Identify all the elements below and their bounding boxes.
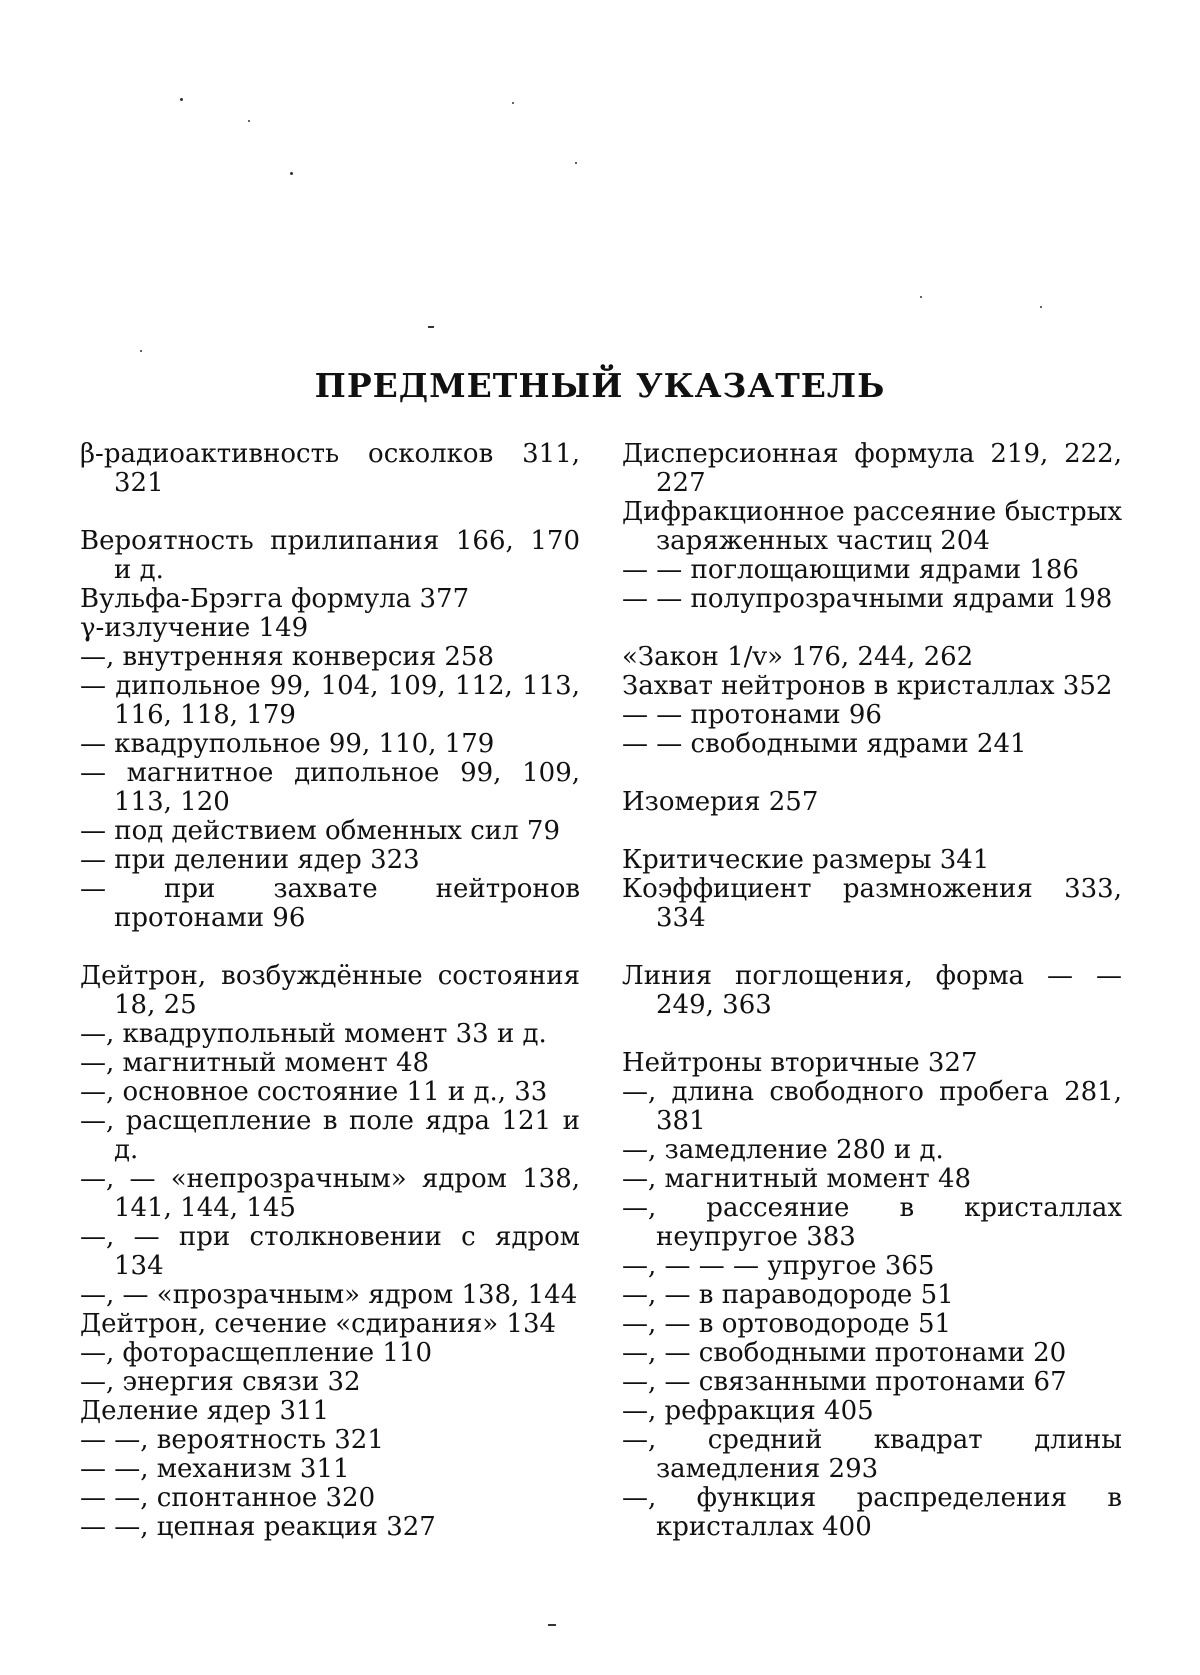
index-entry: Дисперсионная формула 219, 222, 227 (622, 439, 1122, 498)
scan-speck (428, 326, 434, 328)
index-entry: — под действием обменных сил 79 (80, 816, 560, 846)
scan-speck (512, 102, 514, 104)
page-title: ПРЕДМЕТНЫЙ УКАЗАТЕЛЬ (314, 366, 886, 405)
index-entry: —, магнитный момент 48 (80, 1048, 430, 1078)
index-entry: —, фоторасщепление 110 (80, 1338, 433, 1368)
index-entry: —, рассеяние в кристаллах неупругое 383 (622, 1193, 1122, 1252)
index-entry: —, — «непрозрачным» ядром 138, 141, 144, 145 (80, 1164, 580, 1223)
scan-speck (1040, 306, 1042, 308)
scan-speck (140, 350, 142, 352)
index-entry: —, — — — упругое 365 (622, 1251, 935, 1281)
index-entry: —, длина свободного пробега 281, 381 (622, 1077, 1122, 1136)
index-entry: —, — в параводороде 51 (622, 1280, 954, 1310)
index-entry: Вульфа-Брэгга формула 377 (80, 584, 470, 614)
index-entry: Дейтрон, возбуждённые состояния 18, 25 (80, 961, 580, 1020)
index-column-right (622, 440, 1122, 1542)
index-entry: Коэффициент размножения 333, 334 (622, 874, 1122, 933)
index-entry: Деление ядер 311 (80, 1396, 330, 1426)
index-entry: —, функция распределения в кристаллах 400 (622, 1483, 1122, 1542)
index-column-left (80, 440, 580, 1542)
index-entry: —, — связанными протонами 67 (622, 1367, 1067, 1397)
index-entry: Линия поглощения, форма — — 249, 363 (622, 961, 1122, 1020)
index-entry: — дипольное 99, 104, 109, 112, 113, 116, 118, 179 (80, 671, 580, 730)
index-entry: —, основное состояние 11 и д., 33 (80, 1077, 548, 1107)
index-entry: Изомерия 257 (622, 787, 819, 817)
index-entry: Нейтроны вторичные 327 (622, 1048, 978, 1078)
index-entry: — — поглощающими ядрами 186 (622, 555, 1079, 585)
index-entry: β-радиоактивность осколков 311, 321 (80, 439, 580, 498)
index-entry: — при делении ядер 323 (80, 845, 420, 875)
index-entry: Дифракционное рассеяние быстрых заряженных частиц 204 (622, 497, 1122, 556)
index-entry: Критические размеры 341 (622, 845, 990, 875)
index-entry: — —, вероятность 321 (80, 1425, 384, 1455)
index-entry: — при захвате нейтронов протонами 96 (80, 874, 580, 933)
scan-speck (290, 172, 293, 175)
index-entry: «Закон 1/v» 176, 244, 262 (622, 642, 974, 672)
index-entry: — — протонами 96 (622, 700, 882, 730)
index-entry: —, внутренняя конверсия 258 (80, 642, 495, 672)
index-entry: Дейтрон, сечение «сдирания» 134 (80, 1309, 557, 1339)
index-entry: —, расщепление в поле ядра 121 и д. (80, 1106, 580, 1165)
index-entry: — магнитное дипольное 99, 109, 113, 120 (80, 758, 580, 817)
scan-speck (575, 162, 577, 164)
scan-speck (920, 296, 922, 298)
index-entry: — — свободными ядрами 241 (622, 729, 1027, 759)
index-entry: —, магнитный момент 48 (622, 1164, 972, 1194)
index-entry: —, — «прозрачным» ядром 138, 144 (80, 1280, 578, 1310)
index-entry: —, квадрупольный момент 33 и д. (80, 1019, 547, 1049)
index-entry: —, — свободными протонами 20 (622, 1338, 1067, 1368)
index-entry: Вероятность прилипания 166, 170 и д. (80, 526, 580, 585)
index-entry: —, средний квадрат длины замедления 293 (622, 1425, 1122, 1484)
index-entry: — квадрупольное 99, 110, 179 (80, 729, 495, 759)
index-entry: — —, механизм 311 (80, 1454, 350, 1484)
index-entry: —, энергия связи 32 (80, 1367, 361, 1397)
index-entry: γ-излучение 149 (80, 613, 309, 643)
index-entry: — — полупрозрачными ядрами 198 (622, 584, 1113, 614)
index-entry: — —, спонтанное 320 (80, 1483, 376, 1513)
index-entry: —, рефракция 405 (622, 1396, 874, 1426)
index-entry: —, замедление 280 и д. (622, 1135, 944, 1165)
index-entry: —, — в ортоводороде 51 (622, 1309, 952, 1339)
index-entry: —, — при столкновении с ядром 134 (80, 1222, 580, 1281)
index-entry: — —, цепная реакция 327 (80, 1512, 436, 1542)
scan-speck (180, 98, 183, 101)
index-entry: Захват нейтронов в кристаллах 352 (622, 671, 1113, 701)
scan-speck (548, 1624, 556, 1626)
scan-speck (248, 120, 250, 122)
